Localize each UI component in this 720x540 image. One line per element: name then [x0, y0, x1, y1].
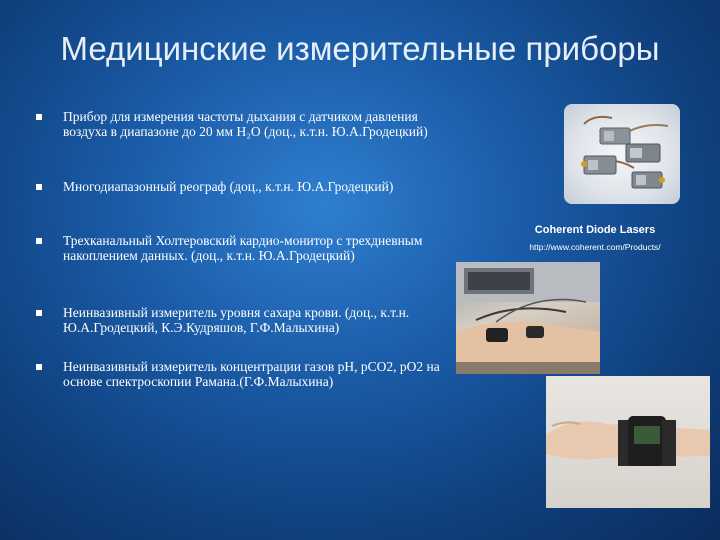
photo-caption-url: http://www.coherent.com/Products/ [529, 242, 661, 252]
square-bullet-icon [36, 310, 42, 316]
list-item-text: Многодиапазонный реограф (доц., к.т.н. Ю.А.Гродецкий) [63, 179, 394, 194]
list-item-text: Неинвазивный измеритель концентрации газов pH, pCO2, pO2 на основе спектроскопии Рамана.(Г.Ф.Малыхина) [63, 359, 440, 389]
square-bullet-icon [36, 364, 42, 370]
diode-lasers-photo [564, 104, 680, 204]
list-item-text: Трехканальный Холтеровский кардио-монитор с трехдневным накоплением данных. (доц., к.т.н. Ю.А.Гродецкий) [63, 233, 423, 263]
wrist-monitor-photo [546, 376, 710, 508]
arm-sensors-photo [456, 262, 600, 374]
list-item-text: Неинвазивный измеритель уровня сахара крови. (доц., к.т.н. Ю.А.Гродецкий, К.Э.Кудряшов, Г.Ф.Малыхина) [63, 305, 410, 335]
photo-caption-title: Coherent Diode Lasers [534, 224, 656, 236]
list-item-text: Прибор для измерения частоты дыхания с датчиком давления воздуха в диапазоне до 20 мм H₂O (доц., к.т.н. Ю.А.Гродецкий) [63, 109, 428, 139]
square-bullet-icon [36, 238, 42, 244]
slide-title: Медицинские измерительные приборы [60, 30, 660, 67]
square-bullet-icon [36, 114, 42, 120]
square-bullet-icon [36, 184, 42, 190]
